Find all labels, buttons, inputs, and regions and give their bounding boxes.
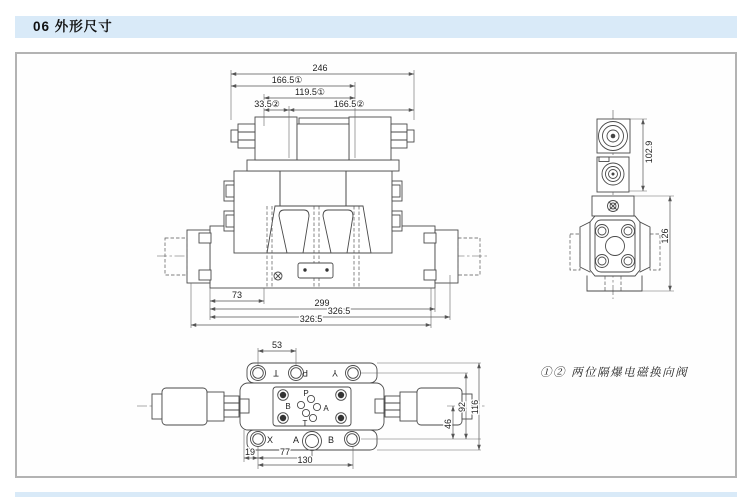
dim-fv-119-5: 119.5① [295,87,325,97]
note-text: ①② 两位隔爆电磁换向阀 [540,365,689,379]
dim-fv-326-5-a: 326.5 [327,306,351,316]
port-top-p: P [301,368,309,378]
section-header-bar [15,16,737,38]
port-center-p: P [303,389,309,398]
dim-fv-73: 73 [231,290,243,300]
dim-bv-46: 46 [443,418,453,430]
drawing-panel [15,52,737,478]
dim-bv-130: 130 [297,455,313,465]
section-title-text: 外形尺寸 [54,19,113,34]
port-center-b: B [285,402,291,411]
port-top-y: Y [331,368,339,378]
port-bottom-b: B [327,435,335,445]
section-number: 06 [33,19,51,34]
side-view [570,110,674,299]
dim-bv-116: 116 [470,399,480,415]
port-bottom-a: A [292,435,300,445]
dim-bv-53: 53 [271,340,283,350]
port-center-t: T [302,419,308,428]
bottom-view [137,340,487,469]
dimension-drawing [17,54,735,475]
dim-bv-19: 19 [244,447,256,457]
bottom-accent-bar [15,492,737,497]
dim-fv-166-5-1: 166.5① [271,75,303,85]
section-title [33,16,113,38]
dim-bv-92: 92 [457,401,467,413]
port-top-t: T [273,368,279,378]
dim-fv-326-5-b: 326.5 [299,314,323,324]
dim-fv-166-5-2: 166.5② [333,99,365,109]
dim-sv-102-9: 102.9 [644,140,654,164]
dim-sv-126: 126 [660,228,670,244]
dim-fv-33-5: 33.5② [254,99,280,109]
front-view [157,63,489,328]
port-center-a: A [323,404,329,413]
dim-fv-246: 246 [312,63,328,73]
dim-bv-77: 77 [279,447,291,457]
dim-fv-299: 299 [314,298,330,308]
port-bottom-x: X [266,435,274,445]
